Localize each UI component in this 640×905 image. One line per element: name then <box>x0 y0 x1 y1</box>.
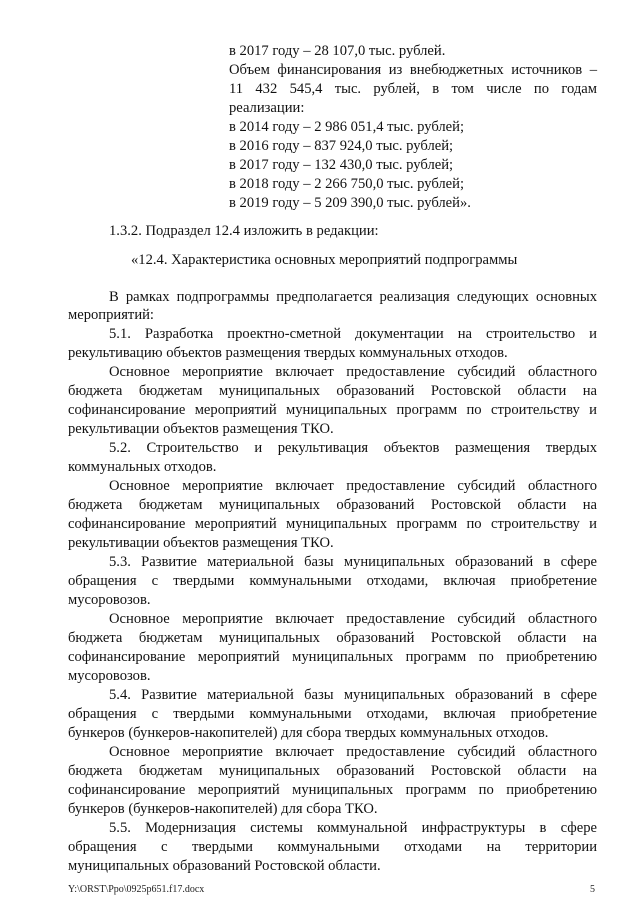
text-line: Основное мероприятие включает предоставление субсидий областного <box>109 478 597 494</box>
text-line: в 2017 году – 132 430,0 тыс. рублей; <box>229 157 454 173</box>
text-line: бункеров (бункеров-накопителей) для сбора ТКО. <box>68 801 378 817</box>
text-line: обращения с твердыми коммунальными отходами, включая приобретение <box>68 573 597 589</box>
text-line: бункеров (бункеров-накопителей) для сбора твердых коммунальных отходов. <box>68 725 549 741</box>
text-line: софинансирование мероприятий муниципальных программ по приобретению <box>68 649 597 665</box>
text-line: обращения с твердыми коммунальными отходами на территории <box>68 839 597 855</box>
text-line: бюджета бюджетам муниципальных образований Ростовской области на <box>68 497 597 513</box>
text-line: 5.4. Развитие материальной базы муниципальных образований в сфере <box>109 687 597 703</box>
text-line: Основное мероприятие включает предоставление субсидий областного <box>109 611 597 627</box>
text-line: муниципальных образований Ростовской области. <box>68 858 381 874</box>
text-line: в 2019 году – 5 209 390,0 тыс. рублей». <box>229 195 471 211</box>
page-number: 5 <box>590 884 595 895</box>
text-line: 5.3. Развитие материальной базы муниципальных образований в сфере <box>109 554 597 570</box>
text-line: рекультивации объектов размещения ТКО. <box>68 421 334 437</box>
text-line: бюджета бюджетам муниципальных образований Ростовской области на <box>68 763 597 779</box>
text-line: мусоровозов. <box>68 592 151 608</box>
footer-file-path: Y:\ORST\Ppo\0925p651.f17.docx <box>68 884 205 895</box>
subsection-line: 1.3.2. Подраздел 12.4 изложить в редакции: <box>109 223 379 239</box>
text-line: бюджета бюджетам муниципальных образований Ростовской области на <box>68 383 597 399</box>
text-line: В рамках подпрограммы предполагается реализация следующих основных <box>109 289 597 305</box>
text-line: обращения с твердыми коммунальными отходами, включая приобретение <box>68 706 597 722</box>
text-line: в 2016 году – 837 924,0 тыс. рублей; <box>229 138 454 154</box>
text-line: рекультивацию объектов размещения твердых коммунальных отходов. <box>68 345 508 361</box>
text-line: рекультивации объектов размещения ТКО. <box>68 535 334 551</box>
text-line: 5.1. Разработка проектно-сметной документации на строительство и <box>109 326 597 342</box>
text-line: в 2014 году – 2 986 051,4 тыс. рублей; <box>229 119 465 135</box>
text-line: реализации: <box>229 100 305 116</box>
text-line: софинансирование мероприятий муниципальных программ по строительству и <box>68 402 597 418</box>
text-line: коммунальных отходов. <box>68 459 217 475</box>
text-line: в 2017 году – 28 107,0 тыс. рублей. <box>229 43 446 59</box>
text-line: 5.2. Строительство и рекультивация объектов размещения твердых <box>109 440 597 456</box>
text-line: мусоровозов. <box>68 668 151 684</box>
section-heading: «12.4. Характеристика основных мероприятий подпрограммы <box>131 252 518 268</box>
text-line: Основное мероприятие включает предоставление субсидий областного <box>109 744 597 760</box>
text-line: бюджета бюджетам муниципальных образований Ростовской области на <box>68 630 597 646</box>
text-line: Объем финансирования из внебюджетных источников – <box>229 62 597 78</box>
text-line: софинансирование мероприятий муниципальных программ по приобретению <box>68 782 597 798</box>
text-line: в 2018 году – 2 266 750,0 тыс. рублей; <box>229 176 465 192</box>
text-line: Основное мероприятие включает предоставление субсидий областного <box>109 364 597 380</box>
text-line: 11 432 545,4 тыс. рублей, в том числе по годам <box>229 81 597 97</box>
text-line: софинансирование мероприятий муниципальных программ по строительству и <box>68 516 597 532</box>
text-line: мероприятий: <box>68 307 154 323</box>
text-line: 5.5. Модернизация системы коммунальной инфраструктуры в сфере <box>109 820 597 836</box>
